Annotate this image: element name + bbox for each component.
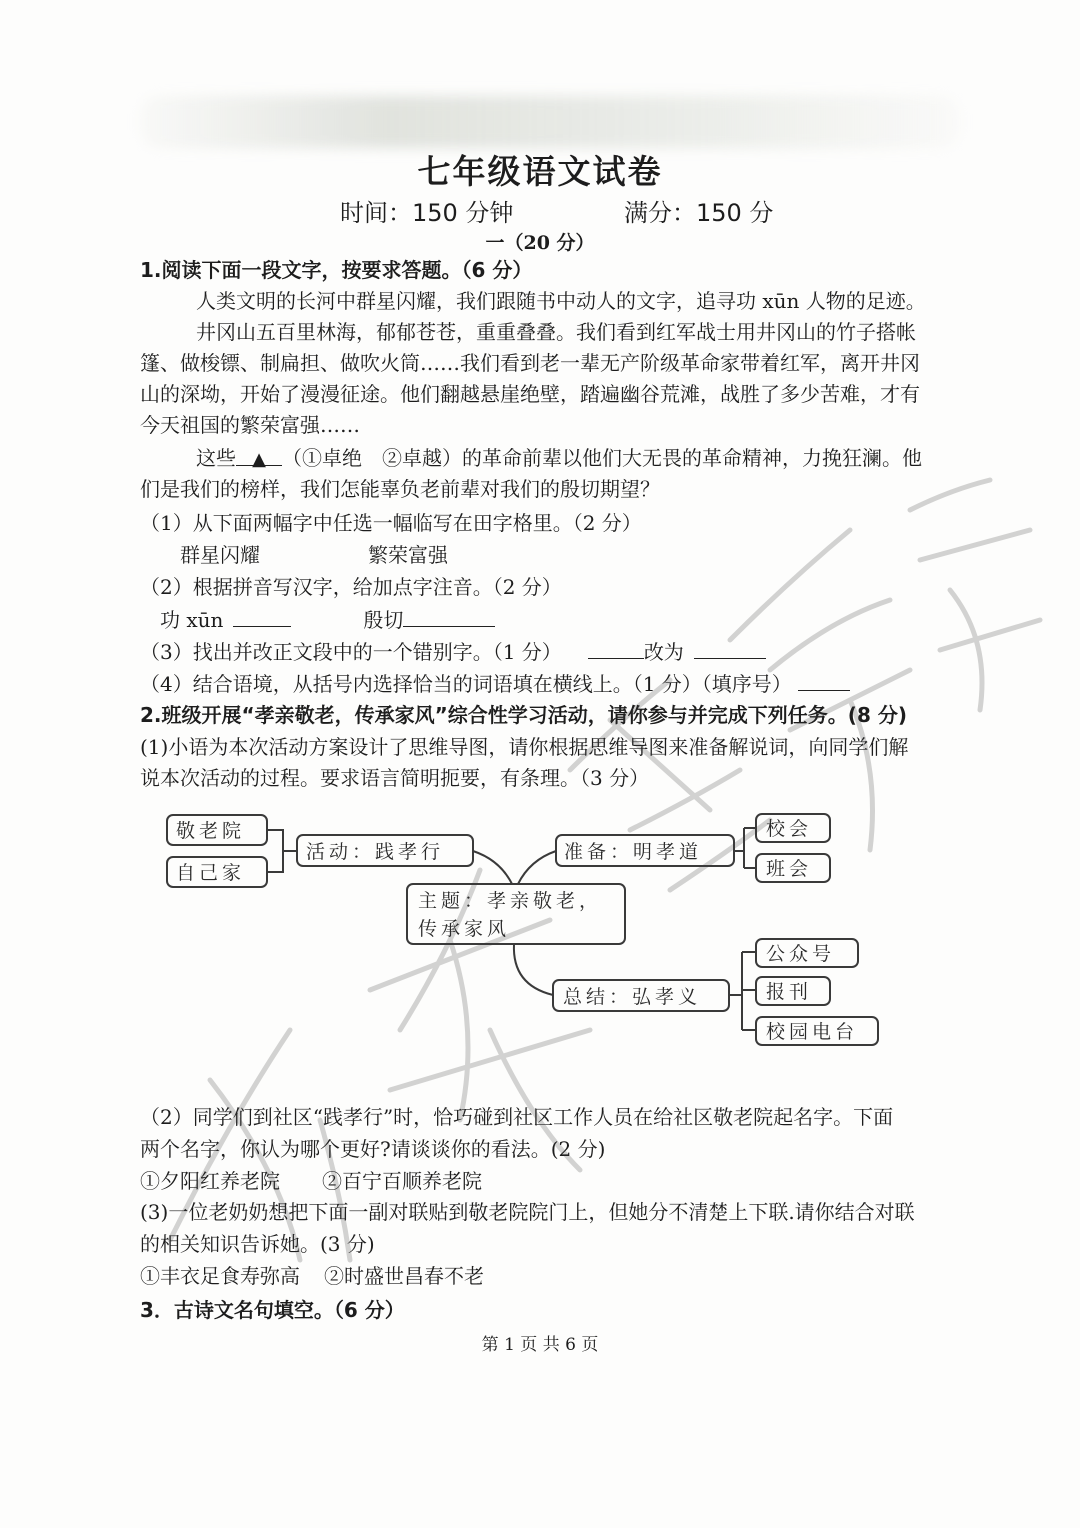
q1-sub4: （4）结合语境，从括号内选择恰当的词语填在横线上。（1 分）（填序号） — [140, 672, 792, 696]
q1-paragraph-2-line-1: 井冈山五百里林海，郁郁苍苍，重重叠叠。我们看到红军战士用井冈山的竹子搭帐 — [196, 320, 916, 344]
q1-paragraph-2-line-3: 山的深坳，开始了漫漫征途。他们翻越悬崖绝壁，踏遍幽谷荒滩，战胜了多少苦难，才有 — [140, 382, 920, 406]
mindmap-summary-item-2: 报刊 — [766, 981, 813, 1003]
q1-paragraph-3-line-2: 们是我们的榜样，我们怎能辜负老前辈对我们的殷切期望？ — [140, 477, 660, 501]
mindmap-curve-activity — [473, 851, 512, 884]
exam-score: 满分：150 分 — [624, 199, 774, 227]
q2-sub2-options — [140, 1168, 482, 1194]
mindmap-activity-item-2: 自己家 — [176, 862, 246, 884]
q1-sub1-option-b: 繁荣富强 — [368, 543, 448, 567]
mindmap-prepare-item-2: 班会 — [766, 858, 813, 880]
q2-sub3-options — [140, 1263, 484, 1289]
exam-title: 七年级语文试卷 — [417, 152, 663, 191]
mindmap-curve-prepare — [518, 851, 556, 884]
q1-heading: 1.阅读下面一段文字，按要求答题。（6 分） — [140, 258, 533, 282]
q1-sub2: （2）根据拼音写汉字，给加点字注音。（2 分） — [140, 575, 562, 599]
q1-paragraph-2-line-2: 篷、做梭镖、制扁担、做吹火筒……我们看到老一辈无产阶级革命家带着红军，离开井冈 — [140, 351, 920, 375]
q2-sub1-line-2: 说本次活动的过程。要求语言简明扼要，有条理。（3 分） — [140, 766, 650, 790]
q2-sub3-option-1: ①丰衣足食寿弥高 — [140, 1264, 300, 1288]
mindmap-center-line-2: 传承家风 — [418, 918, 511, 940]
mindmap-summary-item-1: 公众号 — [766, 943, 836, 965]
q1-paragraph-2-line-4: 今天祖国的繁荣富强…… — [140, 413, 360, 437]
mindmap-connector-prepare — [734, 828, 756, 868]
q1-sub1: （1）从下面两幅字中任选一幅临写在田字格里。（2 分） — [140, 511, 642, 535]
q2-sub2-line-1: （2）同学们到社区“践孝行”时，恰巧碰到社区工作人员在给社区敬老院起名字。下面 — [140, 1105, 894, 1129]
q3-heading: 3．古诗文名句填空。（6 分） — [140, 1298, 405, 1322]
q1-sub2-item-b: 殷切 — [363, 608, 404, 632]
mindmap-prepare-label: 准备：明孝道 — [564, 841, 703, 863]
q2-sub2-line-2: 两个名字，你认为哪个更好?请谈谈你的看法。(2 分) — [140, 1137, 606, 1161]
q2-sub2-option-2: ②百宁百顺养老院 — [322, 1169, 482, 1193]
exam-time: 时间：150 分钟 — [340, 199, 514, 227]
mindmap-connector-summary — [729, 952, 756, 1030]
q1-p3-prefix: 这些 — [196, 446, 236, 470]
mindmap-curve-summary — [514, 944, 553, 995]
q2-sub2-option-1: ①夕阳红养老院 — [140, 1169, 280, 1193]
mindmap-summary-item-3: 校园电台 — [766, 1021, 859, 1043]
q1-sub2-item-a: 功 xūn — [160, 608, 224, 632]
q2-sub3-line-1: (3)一位老奶奶想把下面一副对联贴到敬老院院门上，但她分不清楚上下联.请你结合对联 — [140, 1200, 915, 1224]
q2-sub3-option-2: ②时盛世昌春不老 — [324, 1264, 484, 1288]
page-footer: 第 1 页 共 6 页 — [481, 1335, 599, 1355]
q2-sub3-line-2: 的相关知识告诉她。(3 分) — [140, 1232, 375, 1256]
triangle-marker-icon: ▲ — [252, 449, 266, 470]
q1-sub3: （3）找出并改正文段中的一个错别字。（1 分） — [140, 640, 562, 664]
mindmap-activity-item-1: 敬老院 — [176, 820, 246, 842]
mindmap-prepare-item-1: 校会 — [766, 818, 813, 840]
mindmap-summary-label: 总结：弘孝义 — [563, 986, 702, 1008]
q1-sub1-option-a: 群星闪耀 — [180, 543, 260, 567]
q2-sub1-line-1: (1)小语为本次活动方案设计了思维导图，请你根据思维导图来准备解说词，向同学们解 — [140, 735, 909, 759]
q2-heading: 2.班级开展“孝亲敬老，传承家风”综合性学习活动，请你参与并完成下列任务。(8 分) — [140, 703, 907, 727]
section-one-heading: 一（20 分） — [485, 232, 595, 254]
q1-p3-suffix: （①卓绝 ②卓越）的革命前辈以他们大无畏的革命精神，力挽狂澜。他 — [282, 446, 922, 470]
mindmap-activity-label: 活动：践孝行 — [306, 841, 445, 863]
mindmap-center-line-1: 主题：孝亲敬老， — [418, 890, 603, 912]
mindmap-connector-activity — [267, 830, 297, 872]
q1-sub3-change: 改为 — [643, 640, 684, 664]
q1-paragraph-1: 人类文明的长河中群星闪耀，我们跟随书中动人的文字，追寻功 xūn 人物的足迹。 — [196, 289, 926, 313]
